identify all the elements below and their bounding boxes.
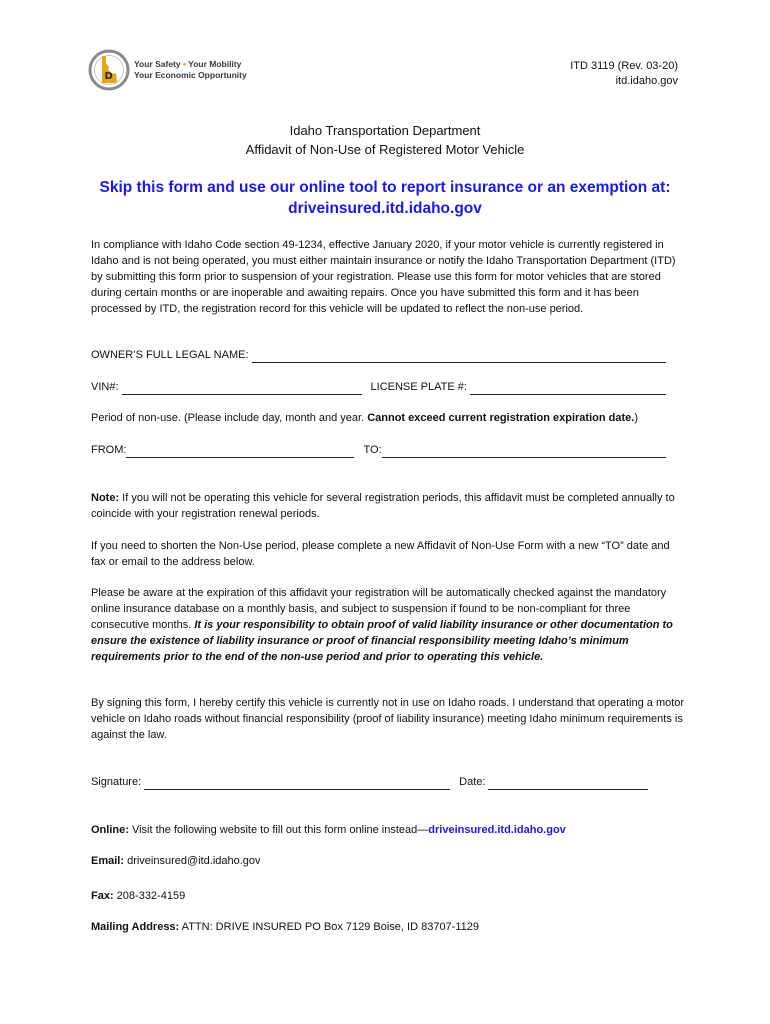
signature-row xyxy=(91,774,669,790)
owner-name-field[interactable] xyxy=(252,350,667,363)
shorten-paragraph: If you need to shorten the Non-Use period, please complete a new Affidavit of Non-Use Form with a new “TO” date and fax or email to the address below. xyxy=(91,540,670,568)
vin-label: VIN#: xyxy=(91,381,119,393)
date-label: Date: xyxy=(459,776,486,788)
vin-field[interactable] xyxy=(122,382,362,395)
note-paragraph: Note: If you will not be operating this vehicle for several registration periods, this affidavit must be completed annually to coincide with your registration renewal periods. xyxy=(91,492,675,520)
form-title: Affidavit of Non-Use of Registered Motor Vehicle xyxy=(245,142,525,157)
email-address[interactable]: driveinsured@itd.idaho.gov xyxy=(124,855,261,867)
department-title: Idaho Transportation Department xyxy=(289,123,481,138)
to-field[interactable] xyxy=(382,445,666,458)
itd-logo xyxy=(88,46,247,94)
intro-paragraph: In compliance with Idaho Code section 49-1234, effective January 2020, if your motor vehicle is currently registered in Idaho and is not being operated, you must either maintain insurance or notify the Idaho Transportation Department (ITD) by submitting this form prior to suspension of your registration. Please use this form for motor vehicles that are stored during certain months or are inoperable and awaiting repairs. Once you have submitted this form and it has been processed by ITD, the registration record for this vehicle will be updated to reflect the non-use period. xyxy=(91,239,676,315)
plate-label: LICENSE PLATE #: xyxy=(370,381,467,393)
certification-paragraph: By signing this form, I hereby certify this vehicle is currently not in use on Idaho roads. I understand that operating a motor vehicle on Idaho roads without financial responsibility (proof of liability insurance) meeting Idaho minimum requirements is against the law. xyxy=(91,697,685,741)
signature-field[interactable] xyxy=(144,777,450,790)
svg-text:D: D xyxy=(104,71,113,82)
signature-label: Signature: xyxy=(91,776,142,788)
email-line: Email: driveinsured@itd.idaho.gov xyxy=(91,855,261,867)
from-label: FROM: xyxy=(91,444,127,456)
awareness-paragraph: Please be aware at the expiration of this affidavit your registration will be automatically checked against the mandatory online insurance database on a monthly basis, and subject to suspension if found to be non-compliant for three consecutive months. It is your responsibility to obtain proof of valid liability insurance or other documentation to ensure the existence of liability insurance or proof of financial responsibility meeting Idaho’s minimum requirements prior to the end of the non-use period and prior to operating this vehicle. xyxy=(91,587,673,663)
logo-tagline: Your Safety • Your Mobility Your Economic Opportunity xyxy=(134,59,247,80)
website-url[interactable]: itd.idaho.gov xyxy=(615,75,678,87)
form-reference xyxy=(570,59,678,89)
mailing-address: ATTN: DRIVE INSURED PO Box 7129 Boise, ID 83707-1129 xyxy=(179,921,479,933)
skip-notice-text: Skip this form and use our online tool to report insurance or an exemption at: xyxy=(99,179,671,196)
mailing-address-line: Mailing Address: ATTN: DRIVE INSURED PO Box 7129 Boise, ID 83707-1129 xyxy=(91,921,479,933)
document-titles xyxy=(0,121,770,159)
online-line: Online: Visit the following website to fill out this form online instead—driveinsured.itd.idaho.gov xyxy=(91,824,566,836)
from-field[interactable] xyxy=(126,445,354,458)
fax-line: Fax: 208-332-4159 xyxy=(91,890,186,902)
period-instructions: Period of non-use. (Please include day, month and year. Cannot exceed current registration expiration date.) xyxy=(91,412,638,424)
from-to-row xyxy=(91,442,669,458)
plate-field[interactable] xyxy=(470,382,666,395)
skip-notice-link[interactable]: driveinsured.itd.idaho.gov xyxy=(288,200,482,217)
owner-name-label: OWNER’S FULL LEGAL NAME: xyxy=(91,349,249,361)
online-link[interactable]: driveinsured.itd.idaho.gov xyxy=(428,824,566,836)
idaho-seal-icon xyxy=(88,46,132,94)
date-field[interactable] xyxy=(488,777,648,790)
to-label: TO: xyxy=(363,444,382,456)
owner-name-row xyxy=(91,347,669,363)
fax-number: 208-332-4159 xyxy=(113,890,186,902)
vin-plate-row xyxy=(91,379,669,395)
skip-notice xyxy=(60,177,710,219)
form-number: ITD 3119 (Rev. 03-20) xyxy=(570,60,678,72)
